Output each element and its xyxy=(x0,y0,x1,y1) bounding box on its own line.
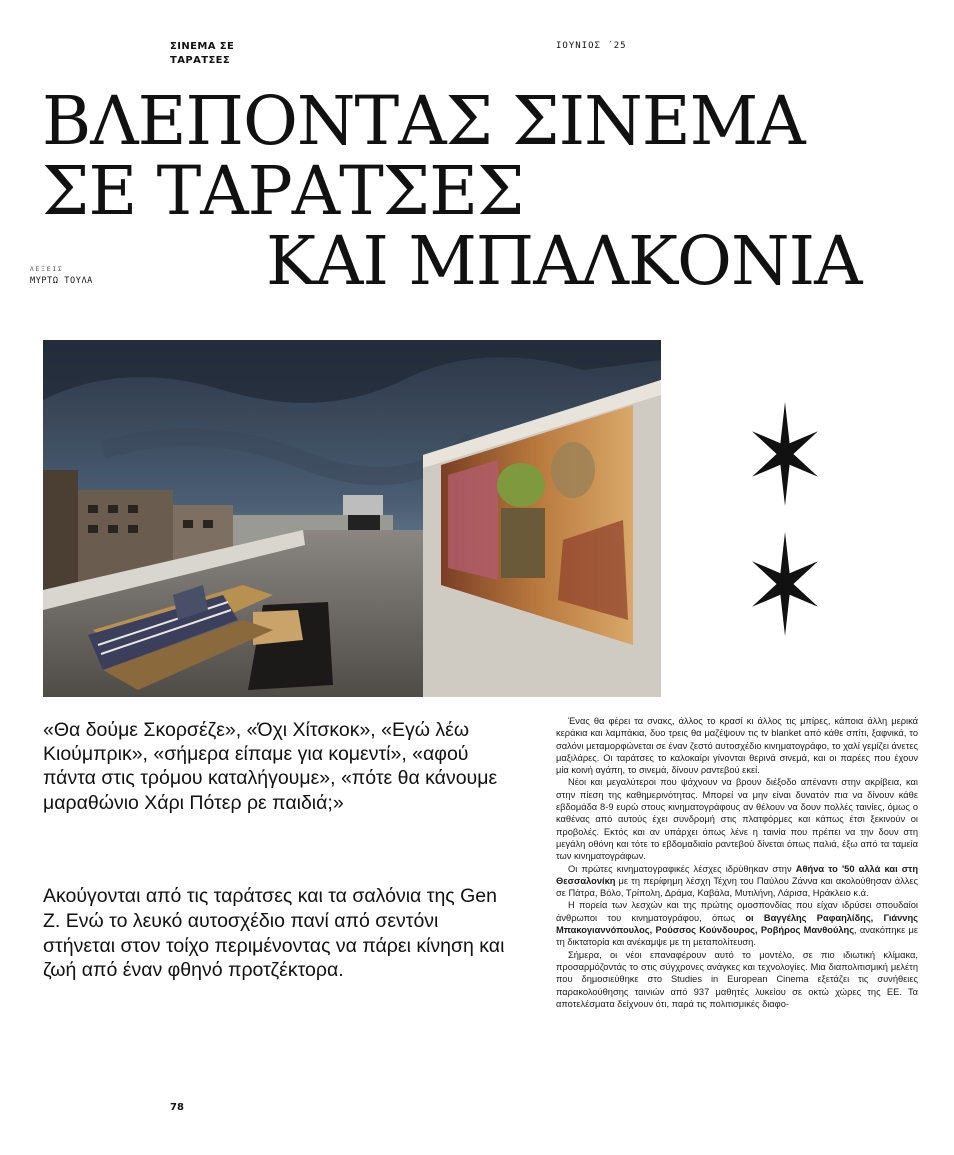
section-label-line1: ΣΙΝΕΜΑ ΣΕ xyxy=(170,41,235,52)
photo-illustration xyxy=(43,340,661,697)
lead-paragraph: Ακούγονται από τις ταράτσες και τα σαλόνια της Gen Z. Ενώ το λευκό αυτοσχέδιο πανί από σεντόνι στήνεται στον τοίχο περιμένοντας να πάρει κίνηση και ζωή από έναν φθηνό προτζέκτορα. xyxy=(43,885,505,982)
byline-label: ΛΕΞΕΙΣ xyxy=(30,266,64,273)
body-paragraph: Σήμερα, οι νέοι επαναφέρουν αυτό το μοντέλο, σε πιο ιδιωτική κλίμακα, προσαρμόζοντάς το στις σύγχρονες ανάγκες και τεχνολογίες. Μια διαπολιτισμική μελέτη που δημοσιεύθηκε στο Studies in European Cinema εξετάζει τις συνήθειες παρακολούθησης ταινιών από 937 μαθητές λυκείου σε οκτώ χώρες της ΕΕ. Τα αποτελέσματα δείχνουν ότι, παρά τις πολιτισμικές διαφο- xyxy=(556,949,918,1009)
body-paragraph: Οι πρώτες κινηματογραφικές λέσχες ιδρύθηκαν στην Αθήνα το '50 αλλά και στη Θεσσαλονίκη με τη περίφημη λέσχη Τέχνη του Παύλου Ζάννα και ακολούθησαν άλλες σε Πάτρα, Βόλο, Τρίπολη, Δράμα, Καβάλα, Μυτιλήνη, Λάρισα, Ηράκλειο κ.ά. xyxy=(556,863,918,899)
byline-author: ΜΥΡΤΩ ΤΟΥΛΑ xyxy=(30,276,93,286)
rooftop-cinema-photo xyxy=(43,340,661,697)
headline-line2: ΣΕ ΤΑΡΑΤΣΕΣ xyxy=(42,152,524,230)
section-label-line2: ΤΑΡΑΤΣΕΣ xyxy=(170,55,231,66)
asterisk-star-icon xyxy=(752,402,818,506)
headline-line3: ΚΑΙ ΜΠΑΛΚΟΝΙΑ xyxy=(266,222,862,300)
section-label xyxy=(170,40,280,68)
page-number: 78 xyxy=(170,1102,184,1113)
article-body xyxy=(556,715,918,1073)
body-paragraph: Νέοι και μεγαλύτεροι που ψάχνουν να βρουν διέξοδο απέναντι στην ακρίβεια, και στην πίεση της καθημερινότητας. Μπορεί να μην είναι δυνατόν πια να δίνουν κάθε εβδομάδα 8-9 ευρώ στους κινηματογράφους αν θέλουν να δουν πολλές ταινίες, όμως ο καθένας από αυτούς έχει συνδρομή στις πλατφόρμες και κάπως έτσι ξεκινούν οι προβολές. Εκτός και αν υπάρχει όπως λένε η ταινία που πρέπει να την δουν στη μεγάλη οθόνη και τότε το εβδομαδιαίο ραντεβού δίνεται όπως παλιά, έξω από τα ταμεία των κινηματογράφων. xyxy=(556,777,918,862)
page-title xyxy=(42,82,942,300)
body-paragraph: Η πορεία των λεσχών και της πρώτης ομοσπονδίας που είχαν ιδρύσει σπουδαίοι άνθρωποι του κινηματογράφου, όπως οι Βαγγέλης Ραφαηλίδης, Γιάννης Μπακογιαννόπουλος, Ρούσσος Κούνδουρος, Ροβήρος Μανθούλης, ανακόπηκε με τη δικτατορία και ανέκαμψε με τη μεταπολίτευση. xyxy=(556,900,918,948)
asterisk-star-icon xyxy=(752,532,818,636)
issue-date: ΙΟΥΝΙΟΣ ΄25 xyxy=(556,41,627,51)
headline-line1: ΒΛΕΠΟΝΤΑΣ ΣΙΝΕΜΑ xyxy=(42,82,805,160)
body-paragraph: Ένας θα φέρει τα σνακς, άλλος το κρασί κι άλλος τις μπίρες, κάποια άλλη μερικά κεράκια και λαμπάκια, δυο τρεις θα μαζέψουν τις tv blanket από κάθε σπίτι, ξαφνικά, το σαλόνι μεταμορφώνεται σε έναν ζεστό αυτοσχέδιο κινηματογράφο, το χαλί γεμίζει άνετες μαξιλάρες. Οι ταράτσες το καλοκαίρι γίνονται θερινά σινεμά, και οι παρέες που έχουν μία κοινή αγάπη, το σινεμά, δίνουν ραντεβού εκεί. xyxy=(556,716,918,776)
pull-quote: «Θα δούμε Σκορσέζε», «Όχι Χίτσκοκ», «Εγώ λέω Κιούμπρικ», «σήμερα είπαμε για κομεντί», «αφού πάντα στις τρόμου καταλήγουμε», «πότε θα κάνουμε μαραθώνιο Χάρι Πότερ ρε παιδιά;» xyxy=(43,719,498,814)
